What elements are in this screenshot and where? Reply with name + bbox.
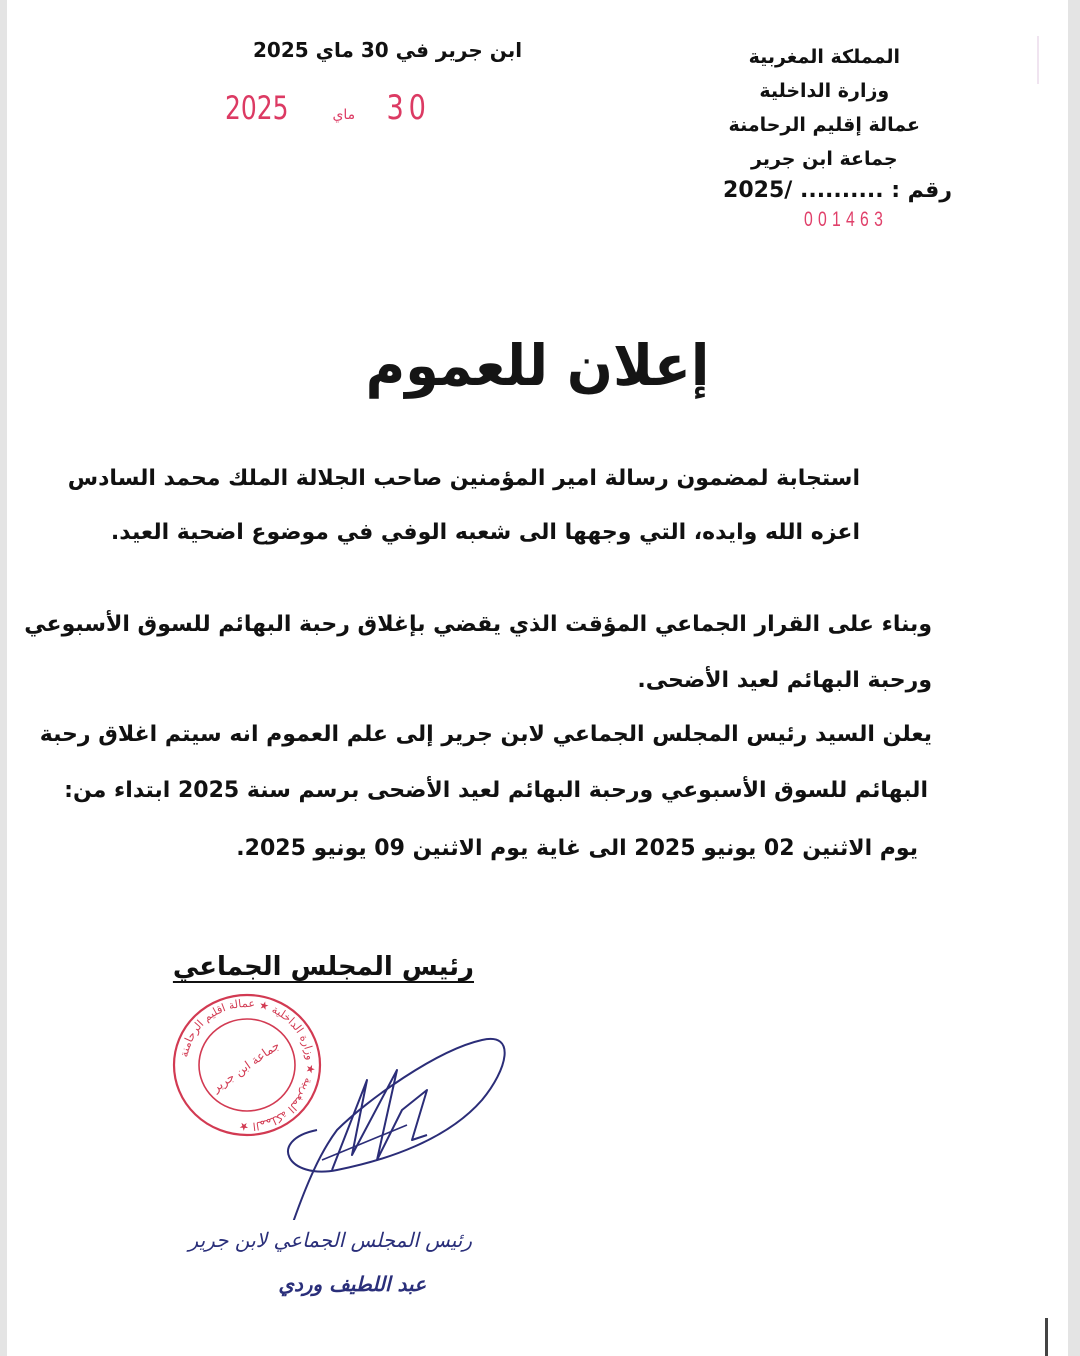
authority-line-prefecture: عمالة إقليم الرحامنة [728,114,920,136]
document-title [7,334,1068,397]
document-title-text: إعلان للعموم [365,332,710,399]
reference-number-stamp: 001463 [803,208,888,231]
scan-edge-line [1045,1318,1048,1356]
body-line-4: البهائم للسوق الأسبوعي ورحبة البهائم لعيد الأضحى برسم سنة 2025 ابتداء من: [64,778,928,803]
signature-title: رئيس المجلس الجماعي [172,952,474,982]
place-date: ابن جرير في 30 ماي 2025 [253,38,523,62]
reference-number-label: رقم : .......... /2025 [723,178,952,203]
date-stamp [225,88,436,128]
date-stamp-month: ماي [332,107,356,123]
body-line-2: ورحبة البهائم لعيد الأضحى. [637,668,932,693]
authority-line-kingdom: المملكة المغربية [748,46,900,68]
handwritten-title: رئيس المجلس الجماعي لابن جرير [188,1228,472,1252]
seal-inner-text: جماعة ابن جرير [209,1037,283,1095]
seal-outer-textpath: المملكة المغربية ★ وزارة الداخلية ★ عمالة اقليم الرحامنة ★ [177,996,318,1134]
scan-artifact [1037,36,1039,84]
handwritten-name: عبد اللطيف وردي [278,1272,426,1296]
date-stamp-year: 2025 [225,89,289,127]
document-page [7,0,1068,1356]
authority-line-commune: جماعة ابن جرير [751,148,898,170]
date-stamp-day: 30 [386,88,431,128]
body-line-5: يوم الاثنين 02 يونيو 2025 الى غاية يوم الاثنين 09 يونيو 2025. [236,836,918,861]
authority-line-ministry: وزارة الداخلية [759,80,890,102]
intro-line-1: استجابة لمضمون رسالة امير المؤمنين صاحب الجلالة الملك محمد السادس [67,466,860,491]
body-line-3: يعلن السيد رئيس المجلس الجماعي لابن جرير إلى علم العموم انه سيتم اغلاق رحبة [39,722,932,747]
body-line-1: وبناء على القرار الجماعي المؤقت الذي يقضي بإغلاق رحبة البهائم للسوق الأسبوعي [24,612,932,637]
intro-line-2: اعزه الله وايده، التي وجهها الى شعبه الوفي في موضوع اضحية العيد. [110,520,860,545]
authority-header [729,40,920,176]
handwritten-signature [227,1020,527,1220]
